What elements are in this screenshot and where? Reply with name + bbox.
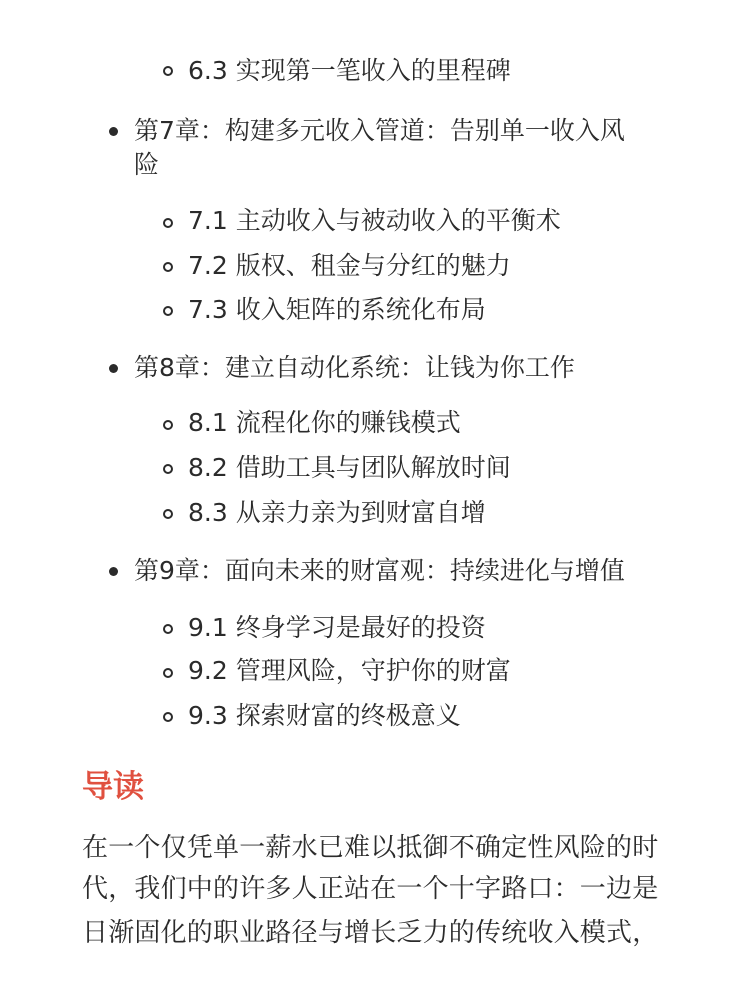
toc-chapter-9: 第9章：面向未来的财富观：持续进化与增值 bbox=[134, 556, 625, 585]
toc-section-6-3: 6.3 实现第一笔收入的里程碑 bbox=[188, 56, 511, 85]
intro-paragraph-line-2: 代，我们中的许多人正站在一个十字路口：一边是 bbox=[82, 874, 659, 904]
toc-chapter-8: 第8章：建立自动化系统：让钱为你工作 bbox=[134, 353, 575, 382]
toc-chapter-7-cont: 险 bbox=[134, 150, 160, 179]
sub-bullet-icon bbox=[163, 218, 173, 228]
toc-section-8-2: 8.2 借助工具与团队解放时间 bbox=[188, 453, 511, 482]
sub-bullet-icon bbox=[163, 712, 173, 722]
intro-paragraph-line-1: 在一个仅凭单一薪水已难以抵御不确定性风险的时 bbox=[82, 833, 659, 863]
toc-section-7-3: 7.3 收入矩阵的系统化布局 bbox=[188, 295, 486, 324]
bullet-icon bbox=[109, 127, 118, 136]
sub-bullet-icon bbox=[163, 420, 173, 430]
toc-section-8-1: 8.1 流程化你的赚钱模式 bbox=[188, 408, 461, 437]
sub-bullet-icon bbox=[163, 66, 173, 76]
sub-bullet-icon bbox=[163, 306, 173, 316]
sub-bullet-icon bbox=[163, 262, 173, 272]
toc-section-9-2: 9.2 管理风险，守护你的财富 bbox=[188, 656, 511, 685]
toc-section-9-1: 9.1 终身学习是最好的投资 bbox=[188, 613, 486, 642]
section-heading: 导读 bbox=[82, 769, 144, 805]
toc-section-7-2: 7.2 版权、租金与分红的魅力 bbox=[188, 251, 511, 280]
sub-bullet-icon bbox=[163, 624, 173, 634]
sub-bullet-icon bbox=[163, 668, 173, 678]
bullet-icon bbox=[109, 364, 118, 373]
toc-section-9-3: 9.3 探索财富的终极意义 bbox=[188, 701, 461, 730]
bullet-icon bbox=[109, 567, 118, 576]
toc-chapter-7: 第7章：构建多元收入管道：告别单一收入风 bbox=[134, 116, 625, 145]
toc-section-7-1: 7.1 主动收入与被动收入的平衡术 bbox=[188, 206, 561, 235]
toc-section-8-3: 8.3 从亲力亲为到财富自增 bbox=[188, 498, 486, 527]
intro-paragraph-line-3: 日渐固化的职业路径与增长乏力的传统收入模式， bbox=[82, 918, 659, 948]
sub-bullet-icon bbox=[163, 509, 173, 519]
sub-bullet-icon bbox=[163, 464, 173, 474]
